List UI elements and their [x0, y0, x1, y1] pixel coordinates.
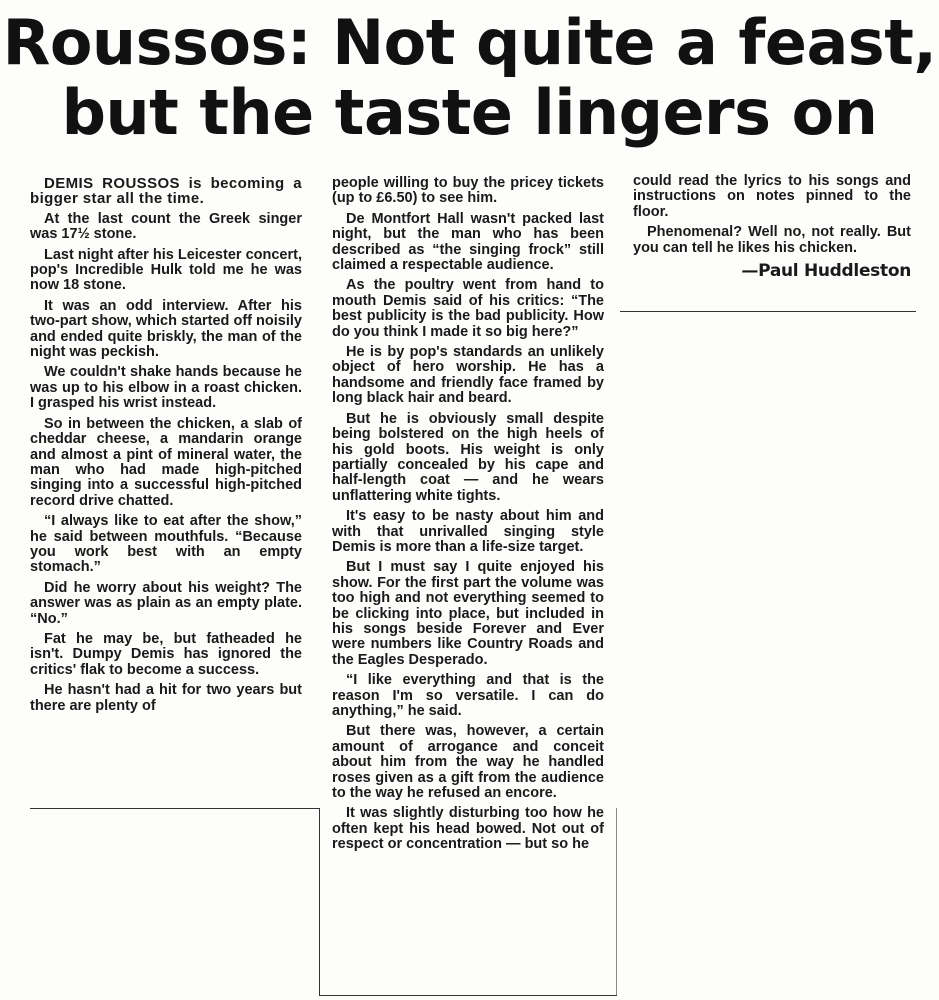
- paragraph: But there was, however, a certain amount of arrogance and conceit about him from the way he handled roses given as a gift from the audience to the way he refused an encore.: [332, 723, 604, 802]
- paragraph: We couldn't shake hands because he was up to his elbow in a roast chicken. I grasped his wrist instead.: [30, 364, 302, 412]
- headline-line-1: Roussos: Not quite a feast,: [2, 6, 937, 79]
- paragraph: At the last count the Greek singer was 17½ stone.: [30, 210, 302, 243]
- byline: —Paul Huddleston: [741, 261, 911, 282]
- column-divider-rule: [620, 311, 916, 312]
- paragraph: It was slightly disturbing too how he often kept his head bowed. Not out of respect or concentration — but so he: [332, 805, 604, 853]
- article-column-3: [633, 173, 911, 282]
- lead-rest: is becoming a bigger star all the time.: [30, 175, 302, 208]
- paragraph: But he is obviously small despite being bolstered on the high heels of his gold boots. His weight is only partially concealed by his cape and half-length coat — and he wears unflattering white tights.: [332, 410, 604, 504]
- paragraph: Phenomenal? Well no, not really. But you can tell he likes his chicken.: [633, 224, 911, 256]
- paragraph: It was an odd interview. After his two-part show, which started off noisily and ended quite briskly, the man of the night was peckish.: [30, 297, 302, 361]
- paragraph: But I must say I quite enjoyed his show. For the first part the volume was too high and not everything seemed to be clicking into place, but included in his songs beside Forever and Ever were numbers like Country Roads and the Eagles Desperado.: [332, 559, 604, 668]
- paragraph: “I always like to eat after the show,” he said between mouthfuls. “Because you work best with an empty stomach.”: [30, 513, 302, 576]
- lead-name: DEMIS ROUSSOS: [44, 175, 180, 192]
- article-column-1: [30, 176, 302, 719]
- paragraph: Did he worry about his weight? The answer was as plain as an empty plate. “No.”: [30, 579, 302, 627]
- paragraph: He is by pop's standards an unlikely object of hero worship. He has a handsome and friendly face framed by long black hair and beard.: [332, 344, 604, 407]
- headline-line-2: but the taste lingers on: [61, 76, 878, 149]
- vertical-rule-right: [616, 808, 617, 996]
- paragraph: As the poultry went from hand to mouth Demis said of his critics: “The best publicity is the bad publicity. How do you think I made it so big here?”: [332, 277, 604, 340]
- paragraph: Fat he may be, but fatheaded he isn't. Dumpy Demis has ignored the critics' flak to become a success.: [30, 630, 302, 678]
- lead-paragraph: [30, 176, 302, 207]
- headline: [0, 8, 939, 148]
- vertical-rule: [319, 808, 320, 996]
- paragraph: He hasn't had a hit for two years but there are plenty of: [30, 682, 302, 714]
- paragraph: De Montfort Hall wasn't packed last night, but the man who has been described as “the singing frock” still claimed a respectable audience.: [332, 210, 604, 274]
- paragraph: So in between the chicken, a slab of cheddar cheese, a mandarin orange and almost a pint of mineral water, the man who had made high-pitched singing into a successful high-pitched record drive chatted.: [30, 415, 302, 509]
- column-end-rule: [30, 808, 320, 809]
- paragraph: It's easy to be nasty about him and with that unrivalled singing style Demis is more than a life-size target.: [332, 508, 604, 555]
- paragraph: “I like everything and that is the reason I'm so versatile. I can do anything,” he said.: [332, 672, 604, 719]
- paragraph: people willing to buy the pricey tickets (up to £6.50) to see him.: [332, 175, 604, 207]
- paragraph: could read the lyrics to his songs and instructions on notes pinned to the floor.: [633, 173, 911, 220]
- paragraph: Last night after his Leicester concert, pop's Incredible Hulk told me he was now 18 stone.: [30, 246, 302, 294]
- bottom-rule: [319, 995, 617, 996]
- article-column-2: [332, 176, 604, 858]
